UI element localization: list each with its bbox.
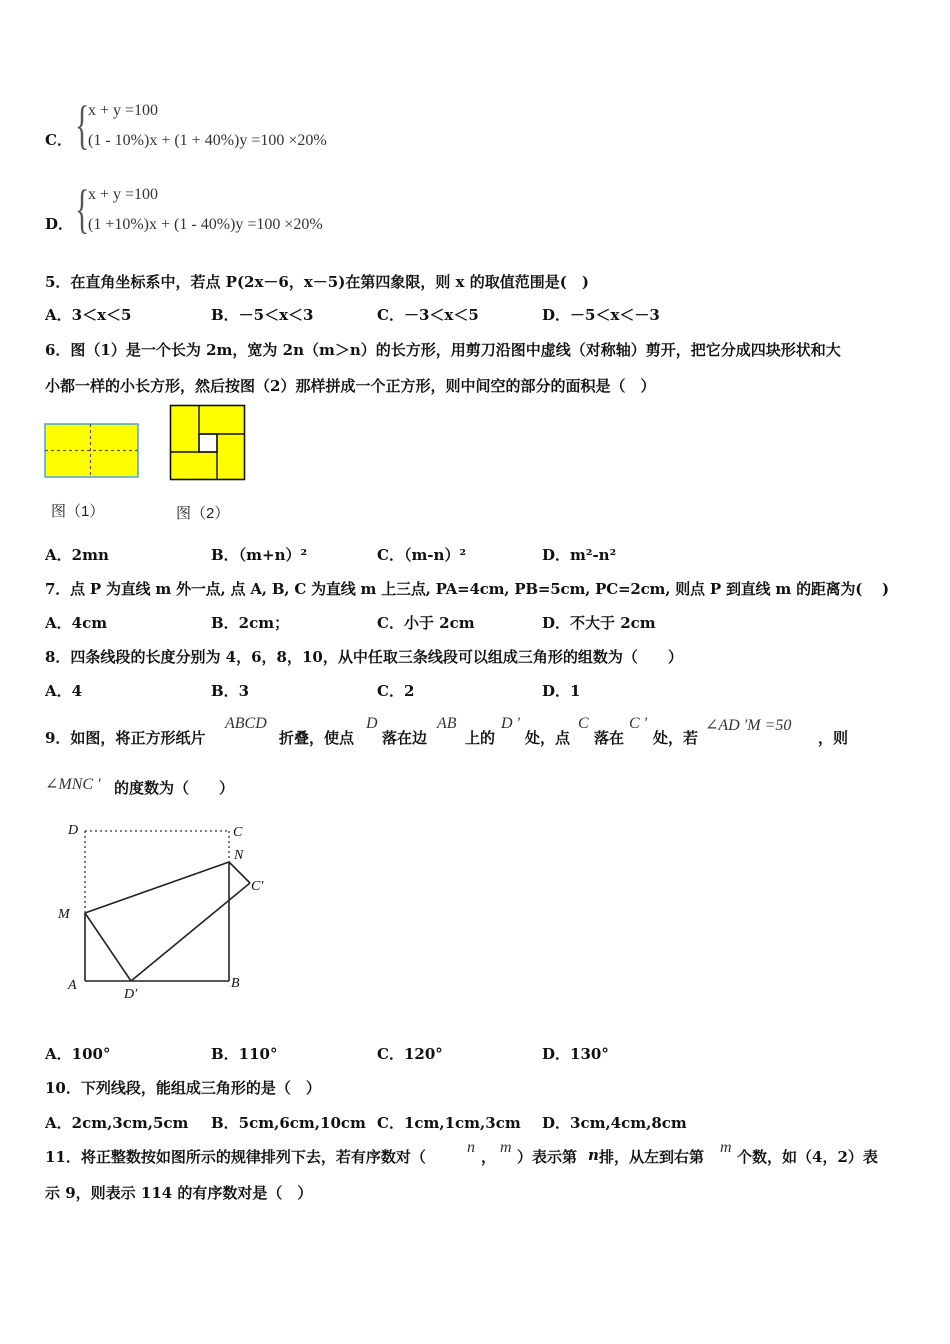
q4-option-c-label: C． [45, 131, 72, 149]
q9-math-mnc: ∠MNC ′ [45, 776, 101, 793]
q7-stem: 7．点 P 为直线 m 外一点, 点 A, B, C 为直线 m 上三点, PA=4cm, PB=5cm, PC=2cm, 则点 P 到直线 m 的距离为( ) [45, 580, 889, 598]
q6-figure-2-caption: 图（2） [176, 505, 230, 522]
q9-option-c: C．120° [377, 1045, 443, 1063]
q11-stem-part1: 11．将正整数按如图所示的规律排列下去，若有序数对（ [45, 1148, 426, 1166]
q9-math-abcd: ABCD [225, 715, 267, 732]
q9-math-cprime: C ′ [629, 715, 648, 732]
q11-stem-part3: ）表示第 [517, 1148, 578, 1166]
q6-figure-2 [169, 404, 247, 482]
q6-option-c: C．（m-n）² [377, 546, 467, 564]
q10-option-d: D．3cm,4cm,8cm [542, 1114, 687, 1132]
q6-option-b: B．（m+n）² [211, 546, 308, 564]
q11-math-m2: m [720, 1139, 732, 1156]
label-a: A [68, 978, 77, 993]
q10-option-b: B．5cm,6cm,10cm [211, 1114, 366, 1132]
q9-stem-part1: 9．如图，将正方形纸片 [45, 729, 206, 747]
q9-stem-part9: 的度数为（ ） [114, 779, 235, 797]
q10-option-a: A．2cm,3cm,5cm [45, 1114, 189, 1132]
q11-stem-part2: ， [481, 1148, 497, 1166]
edge-md-prime [85, 913, 131, 981]
q9-option-a: A．100° [45, 1045, 111, 1063]
q9-math-ab: AB [437, 715, 457, 732]
q8-option-c: C．2 [377, 682, 415, 700]
q6-stem-line2: 小都一样的小长方形，然后按图（2）那样拼成一个正方形，则中间空的部分的面积是（ ） [45, 377, 656, 395]
q9-option-d: D．130° [542, 1045, 609, 1063]
edge-nc-prime [229, 862, 250, 883]
q9-stem-part7: 处，若 [653, 729, 699, 747]
q5-option-d: D．－5＜x＜－3 [542, 306, 660, 324]
label-c: C [233, 825, 243, 840]
q11-math-m: m [500, 1139, 512, 1156]
q11-stem-part4: 排，从左到右第 [599, 1148, 705, 1166]
edge-mn-crease [85, 862, 229, 913]
q4-option-d-label: D． [45, 215, 74, 233]
q9-option-b: B．110° [211, 1045, 278, 1063]
label-n: N [234, 848, 244, 863]
q8-option-b: B．3 [211, 682, 250, 700]
q4-option-d-brace: { [75, 179, 90, 239]
q7-option-a: A．4cm [45, 614, 108, 632]
q4-option-d-eq1: x + y =100 [88, 186, 159, 203]
fig2-center-hole [199, 434, 217, 452]
q7-option-b: B．2cm； [211, 614, 290, 632]
q6-figure-1-caption: 图（1） [51, 503, 105, 520]
q7-option-c: C．小于 2cm [377, 614, 475, 632]
q9-math-d: D [366, 715, 378, 732]
q8-stem: 8．四条线段的长度分别为 4，6，8，10，从中任取三条线段可以组成三角形的组数为（ ） [45, 648, 683, 666]
q8-option-a: A．4 [45, 682, 83, 700]
edge-d-prime-c-prime [131, 883, 250, 981]
q9-stem-part2: 折叠，使点 [279, 729, 355, 747]
q10-stem: 10．下列线段，能组成三角形的是（ ） [45, 1079, 321, 1097]
q4-option-c-brace: { [75, 95, 90, 155]
q4-option-d-eq2: (1 +10%)x + (1 - 40%)y =100 ×20% [88, 216, 323, 233]
q9-math-c: C [578, 715, 589, 732]
q6-figure-1 [44, 423, 140, 479]
q11-stem-line2: 示 9，则表示 114 的有序数对是（ ） [45, 1184, 313, 1202]
q11-math-n: n [467, 1139, 475, 1156]
q5-option-c: C．－3＜x＜5 [377, 306, 479, 324]
q9-stem-part3: 落在边 [382, 729, 428, 747]
q9-figure [55, 815, 280, 1005]
q9-stem-part4: 上的 [465, 729, 496, 747]
q9-stem-part8: ，则 [818, 729, 849, 747]
q5-option-b: B．－5＜x＜3 [211, 306, 314, 324]
label-b: B [231, 976, 240, 991]
q5-stem: 5．在直角坐标系中，若点 P(2x－6，x－5)在第四象限，则 x 的取值范围是( ) [45, 273, 589, 291]
q4-option-c-eq2: (1 - 10%)x + (1 + 40%)y =100 ×20% [88, 132, 327, 149]
q8-option-d: D．1 [542, 682, 581, 700]
label-d-prime: D′ [124, 987, 138, 1002]
q6-stem-line1: 6．图（1）是一个长为 2m，宽为 2n（m＞n）的长方形，用剪刀沿图中虚线（对称轴）剪开，把它分成四块形状和大 [45, 341, 841, 359]
q6-option-a: A．2mn [45, 546, 109, 564]
q7-option-d: D．不大于 2cm [542, 614, 656, 632]
q9-stem-part5: 处，点 [525, 729, 571, 747]
q11-math-n2: n [588, 1146, 599, 1164]
q9-stem-part6: 落在 [594, 729, 625, 747]
q6-option-d: D．m²-n² [542, 546, 617, 564]
q9-math-angle: ∠AD ′M =50 [705, 717, 792, 734]
q5-option-a: A．3＜x＜5 [45, 306, 132, 324]
label-d: D [68, 823, 79, 838]
q9-math-dprime: D ′ [501, 715, 521, 732]
label-c-prime: C′ [251, 879, 264, 894]
q4-option-c-eq1: x + y =100 [88, 102, 159, 119]
q10-option-c: C．1cm,1cm,3cm [377, 1114, 521, 1132]
label-m: M [58, 907, 70, 922]
q11-stem-part5: 个数，如（4，2）表 [737, 1148, 878, 1166]
